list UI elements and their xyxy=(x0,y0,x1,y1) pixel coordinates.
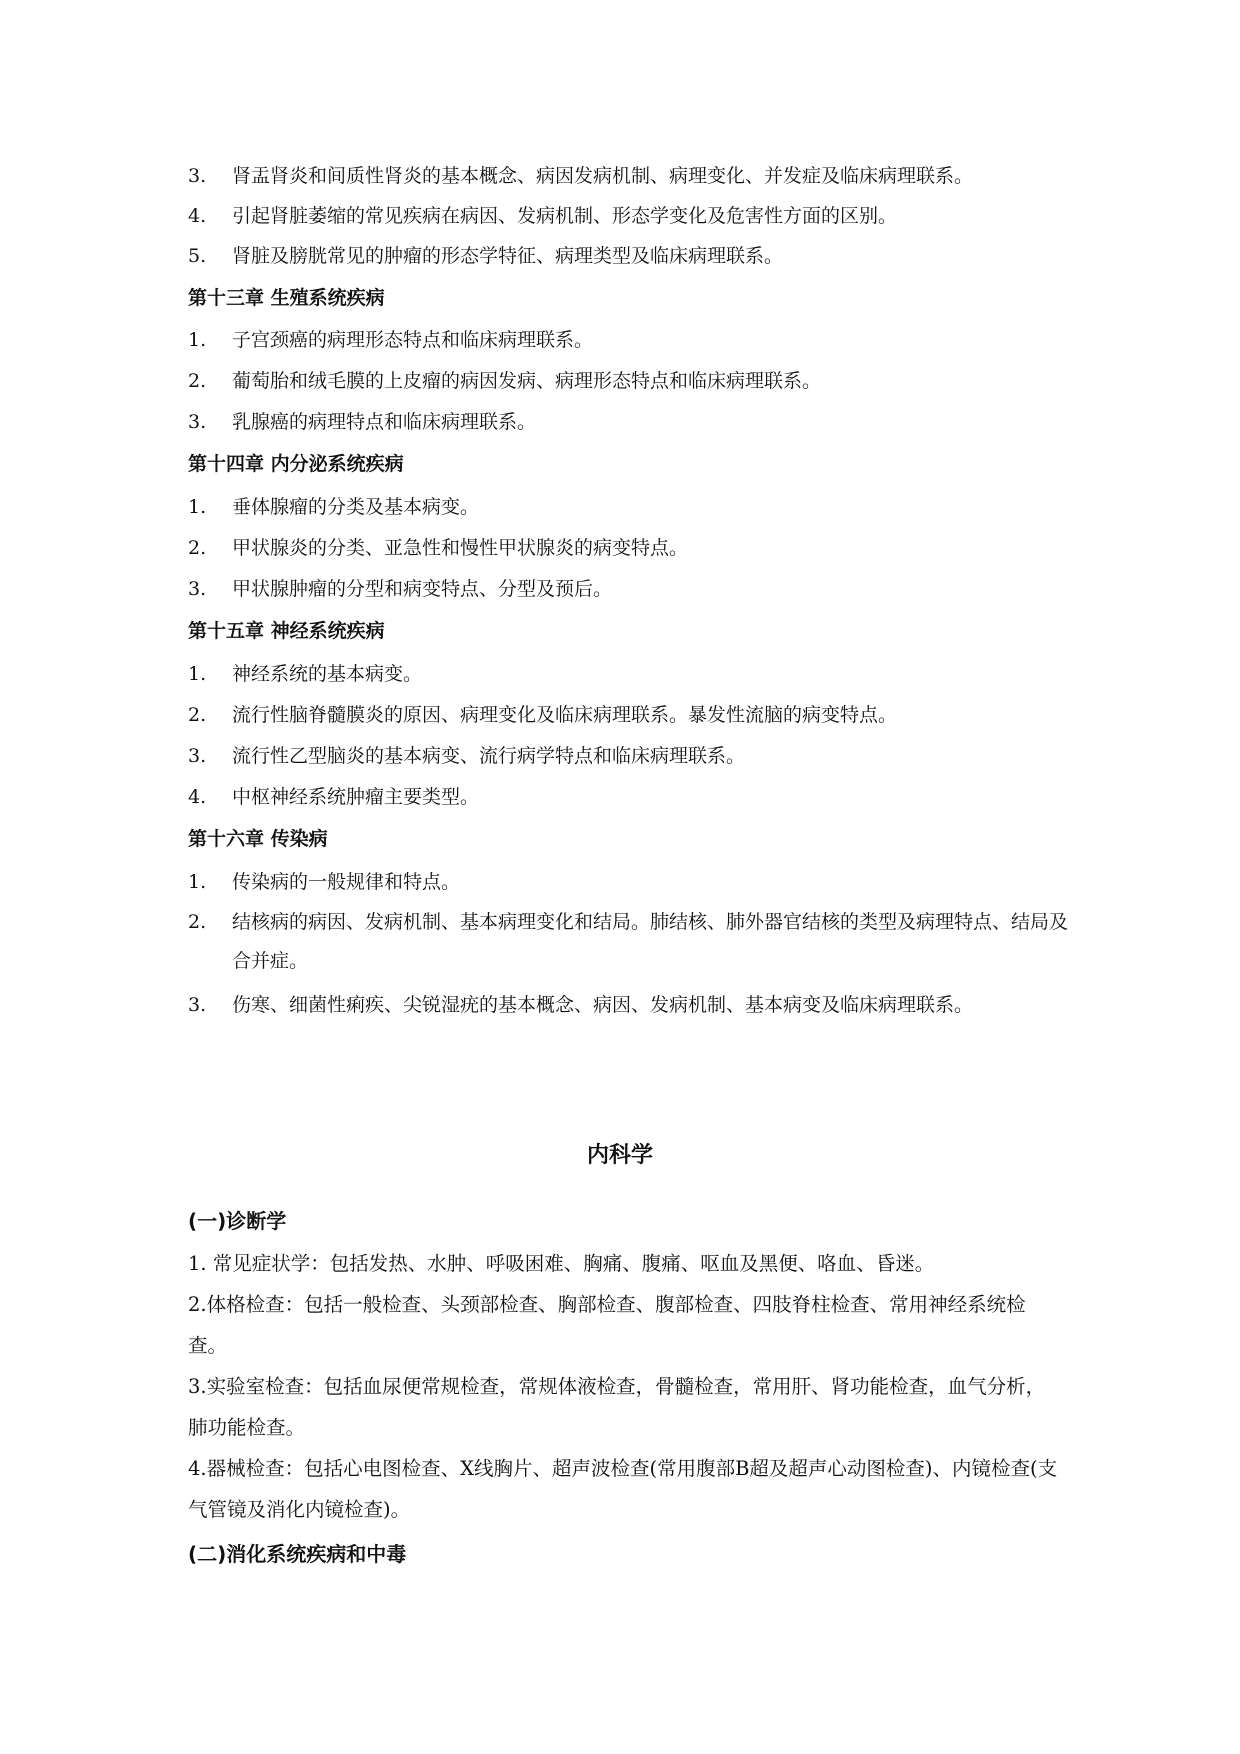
list-item xyxy=(188,695,1068,735)
subsection-heading: (一)诊断学 xyxy=(188,1209,287,1233)
item-text: 伤寒、细菌性痢疾、尖锐湿疣的基本概念、病因、发病机制、基本病变及临床病理联系。 xyxy=(232,994,974,1016)
item-number: 2. xyxy=(188,537,207,559)
item-number: 2. xyxy=(188,704,207,726)
list-item xyxy=(188,985,1068,1025)
item-number: 3. xyxy=(188,745,207,767)
item-number: 1. xyxy=(188,329,207,351)
item-text: 甲状腺炎的分类、亚急性和慢性甲状腺炎的病变特点。 xyxy=(232,537,689,559)
list-item xyxy=(188,361,1068,401)
list-item xyxy=(188,320,1068,360)
list-item xyxy=(188,569,1068,609)
list-item xyxy=(188,156,1068,196)
item-text: 中枢神经系统肿瘤主要类型。 xyxy=(232,786,480,808)
item-text: 流行性乙型脑炎的基本病变、流行病学特点和临床病理联系。 xyxy=(232,745,746,767)
chapter-heading: 第十三章 生殖系统疾病 xyxy=(188,287,385,309)
item-text: 甲状腺肿瘤的分型和病变特点、分型及预后。 xyxy=(232,578,613,600)
list-item xyxy=(188,903,1068,981)
section-title: 内科学 xyxy=(586,1143,653,1168)
item-text: 肾盂肾炎和间质性肾炎的基本概念、病因发病机制、病理变化、并发症及临床病理联系。 xyxy=(232,165,974,187)
item-number: 4. xyxy=(188,205,207,227)
item-text: 结核病的病因、发病机制、基本病理变化和结局。肺结核、肺外器官结核的类型及病理特点、结局及合并症。 xyxy=(232,911,1069,972)
item-text: 神经系统的基本病变。 xyxy=(232,663,423,685)
item-text: 葡萄胎和绒毛膜的上皮瘤的病因发病、病理形态特点和临床病理联系。 xyxy=(232,370,822,392)
item-text: 传染病的一般规律和特点。 xyxy=(232,871,461,893)
list-item xyxy=(188,236,1068,276)
item-number: 3. xyxy=(188,578,207,600)
paragraph: 1. 常见症状学：包括发热、水肿、呼吸困难、胸痛、腹痛、呕血及黑便、咯血、昏迷。 xyxy=(188,1252,935,1275)
list-item xyxy=(188,736,1068,776)
list-item xyxy=(188,402,1068,442)
item-text: 引起肾脏萎缩的常见疾病在病因、发病机制、形态学变化及危害性方面的区别。 xyxy=(232,205,898,227)
item-text: 肾脏及膀胱常见的肿瘤的形态学特征、病理类型及临床病理联系。 xyxy=(232,245,784,267)
paragraph: 3.实验室检查：包括血尿便常规检查，常规体液检查，骨髓检查，常用肝、肾功能检查，血气分析，肺功能检查。 xyxy=(188,1375,1046,1439)
list-item xyxy=(188,862,1068,902)
item-number: 3. xyxy=(188,994,207,1016)
item-number: 1. xyxy=(188,496,207,518)
list-item xyxy=(188,654,1068,694)
paragraph: 4.器械检查：包括心电图检查、X线胸片、超声波检查(常用腹部B超及超声心动图检查)、内镜检查(支气管镜及消化内镜检查)。 xyxy=(188,1457,1058,1521)
item-number: 2. xyxy=(188,370,207,392)
chapter-heading: 第十六章 传染病 xyxy=(188,828,328,850)
paragraph: 2.体格检查：包括一般检查、头颈部检查、胸部检查、腹部检查、四肢脊柱检查、常用神经系统检查。 xyxy=(188,1293,1026,1357)
subsection-heading: (二)消化系统疾病和中毒 xyxy=(188,1542,407,1566)
list-item xyxy=(188,196,1068,236)
item-number: 1. xyxy=(188,663,207,685)
list-item xyxy=(188,777,1068,817)
item-text: 流行性脑脊髓膜炎的原因、病理变化及临床病理联系。暴发性流脑的病变特点。 xyxy=(232,704,898,726)
item-number: 3. xyxy=(188,411,207,433)
chapter-heading: 第十五章 神经系统疾病 xyxy=(188,620,385,642)
item-number: 1. xyxy=(188,871,207,893)
item-number: 5. xyxy=(188,245,207,267)
item-number: 3. xyxy=(188,165,207,187)
chapter-heading: 第十四章 内分泌系统疾病 xyxy=(188,453,404,475)
item-text: 垂体腺瘤的分类及基本病变。 xyxy=(232,496,480,518)
item-number: 2. xyxy=(188,911,207,933)
list-item xyxy=(188,528,1068,568)
item-number: 4. xyxy=(188,786,207,808)
list-item xyxy=(188,487,1068,527)
item-text: 子宫颈癌的病理形态特点和临床病理联系。 xyxy=(232,329,594,351)
item-text: 乳腺癌的病理特点和临床病理联系。 xyxy=(232,411,537,433)
